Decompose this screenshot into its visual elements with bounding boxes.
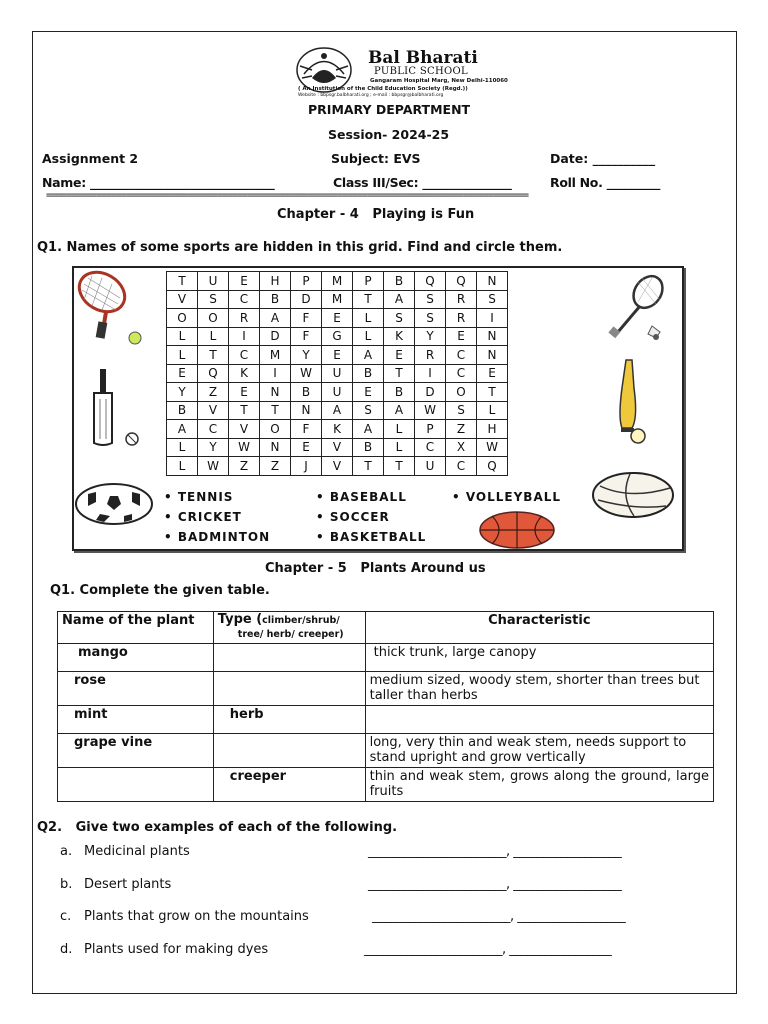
grid-cell[interactable]: Z	[446, 420, 477, 439]
sport-basketball: • BASKETBALL	[316, 530, 427, 544]
grid-cell[interactable]: J	[291, 457, 322, 476]
grid-cell[interactable]: E	[229, 272, 260, 291]
grid-row	[167, 383, 508, 402]
grid-cell[interactable]: O	[167, 309, 198, 328]
grid-cell[interactable]: O	[446, 383, 477, 402]
grid-cell[interactable]: E	[167, 364, 198, 383]
grid-cell[interactable]: U	[322, 383, 353, 402]
grid-cell[interactable]: T	[384, 364, 415, 383]
grid-cell[interactable]: U	[322, 364, 353, 383]
grid-row	[167, 309, 508, 328]
grid-cell[interactable]: L	[353, 309, 384, 328]
plants-table-header	[58, 612, 714, 644]
q2-item-a-answer[interactable]: _______________________, __________________	[368, 844, 622, 859]
plant-name-cell[interactable]	[58, 768, 214, 802]
grid-cell[interactable]: N	[477, 346, 508, 365]
grid-cell[interactable]: S	[384, 309, 415, 328]
school-address: Gangaram Hospital Marg, New Delhi-110060	[370, 78, 508, 84]
grid-cell[interactable]: M	[322, 272, 353, 291]
word-search-grid	[166, 271, 508, 476]
grid-cell[interactable]: Y	[167, 383, 198, 402]
grid-cell[interactable]: W	[198, 457, 229, 476]
plant-type-cell[interactable]	[213, 734, 365, 768]
grid-cell[interactable]: T	[260, 401, 291, 420]
grid-cell[interactable]: A	[353, 420, 384, 439]
grid-cell[interactable]: P	[291, 272, 322, 291]
grid-cell[interactable]: W	[415, 401, 446, 420]
grid-cell[interactable]: S	[353, 401, 384, 420]
grid-cell[interactable]: N	[260, 383, 291, 402]
grid-cell[interactable]: Y	[198, 438, 229, 457]
grid-cell[interactable]: L	[384, 420, 415, 439]
grid-cell[interactable]: A	[384, 401, 415, 420]
grid-cell[interactable]: H	[260, 272, 291, 291]
grid-cell[interactable]: Q	[198, 364, 229, 383]
grid-cell[interactable]: I	[415, 364, 446, 383]
grid-cell[interactable]: R	[415, 346, 446, 365]
grid-cell[interactable]: C	[446, 364, 477, 383]
q2-item-b-answer[interactable]: _______________________, __________________	[368, 877, 622, 892]
grid-cell[interactable]: S	[415, 309, 446, 328]
grid-cell[interactable]: S	[415, 290, 446, 309]
grid-cell[interactable]: X	[446, 438, 477, 457]
header-type	[213, 612, 365, 644]
grid-row	[167, 364, 508, 383]
grid-cell[interactable]: Z	[198, 383, 229, 402]
grid-cell[interactable]: L	[167, 457, 198, 476]
grid-cell[interactable]: D	[291, 290, 322, 309]
plant-type-cell: herb	[213, 706, 365, 734]
grid-cell[interactable]: Q	[415, 272, 446, 291]
grid-cell[interactable]: O	[260, 420, 291, 439]
header-characteristic: Characteristic	[365, 612, 713, 644]
plant-characteristic-cell: medium sized, woody stem, shorter than trees but taller than herbs	[365, 672, 713, 706]
grid-row	[167, 438, 508, 457]
grid-cell[interactable]: Q	[477, 457, 508, 476]
grid-cell[interactable]: T	[353, 457, 384, 476]
grid-cell[interactable]: Z	[260, 457, 291, 476]
q2-item-c-text: Plants that grow on the mountains	[84, 909, 309, 924]
grid-cell[interactable]: W	[291, 364, 322, 383]
grid-cell[interactable]: T	[229, 401, 260, 420]
grid-cell[interactable]: V	[198, 401, 229, 420]
plant-type-cell: creeper	[213, 768, 365, 802]
grid-cell[interactable]: E	[322, 346, 353, 365]
grid-cell[interactable]: S	[198, 290, 229, 309]
grid-cell[interactable]: U	[415, 457, 446, 476]
grid-cell[interactable]: V	[229, 420, 260, 439]
grid-cell[interactable]: F	[291, 309, 322, 328]
school-website: Website : bbpsgr.balbharati.org ; e-mail : bbpsgr@balbharati.org	[298, 93, 444, 98]
grid-cell[interactable]: L	[198, 327, 229, 346]
grid-cell[interactable]: A	[353, 346, 384, 365]
sport-volleyball: • VOLLEYBALL	[452, 490, 562, 504]
grid-cell[interactable]: E	[353, 383, 384, 402]
basketball-icon	[478, 510, 556, 550]
plants-table	[57, 611, 714, 802]
grid-cell[interactable]: L	[167, 327, 198, 346]
tennis-racket-icon	[72, 270, 152, 350]
plant-name-cell: grape vine	[58, 734, 214, 768]
grid-cell[interactable]: U	[198, 272, 229, 291]
grid-cell[interactable]: K	[229, 364, 260, 383]
separator-line: ================================================================================================	[46, 190, 528, 201]
school-subtitle: PUBLIC SCHOOL	[374, 66, 468, 77]
q2-item-c-answer[interactable]: _______________________, __________________	[372, 909, 626, 924]
session-label: Session- 2024-25	[328, 127, 450, 142]
plant-characteristic-cell[interactable]	[365, 706, 713, 734]
badminton-racket-icon	[604, 272, 674, 344]
chapter4-title: Chapter - 4 Playing is Fun	[277, 207, 475, 222]
grid-row	[167, 327, 508, 346]
grid-cell[interactable]: K	[322, 420, 353, 439]
grid-cell[interactable]: R	[446, 290, 477, 309]
sport-soccer: • SOCCER	[316, 510, 390, 524]
grid-cell[interactable]: I	[477, 309, 508, 328]
table-row	[58, 644, 714, 672]
grid-cell[interactable]: C	[446, 346, 477, 365]
volleyball-icon	[590, 470, 676, 520]
grid-cell[interactable]: G	[322, 327, 353, 346]
grid-cell[interactable]: H	[477, 420, 508, 439]
q2-item-a-text: Medicinal plants	[84, 844, 190, 859]
sport-baseball: • BASEBALL	[316, 490, 407, 504]
grid-cell[interactable]: S	[477, 290, 508, 309]
school-institution: ( An Institution of the Child Education Society (Regd.))	[298, 86, 468, 92]
grid-cell[interactable]: A	[322, 401, 353, 420]
header-type-label: Type (	[217, 612, 263, 627]
grid-cell[interactable]: T	[477, 383, 508, 402]
grid-row	[167, 272, 508, 291]
q2-item-c-label: c.	[60, 909, 72, 924]
date-field[interactable]: Date: __________	[550, 151, 656, 166]
grid-cell[interactable]: A	[260, 309, 291, 328]
grid-cell[interactable]: I	[260, 364, 291, 383]
grid-cell[interactable]: L	[167, 346, 198, 365]
plant-characteristic-cell: thin and weak stem, grows along the ground, large fruits	[365, 768, 713, 802]
baseball-bat-icon	[608, 358, 660, 446]
grid-cell[interactable]: E	[477, 364, 508, 383]
grid-cell[interactable]: N	[260, 438, 291, 457]
table-row	[58, 672, 714, 706]
plant-characteristic-cell: long, very thin and weak stem, needs support to stand upright and grow vertically	[365, 734, 713, 768]
grid-cell[interactable]: W	[477, 438, 508, 457]
q2-item-a-label: a.	[60, 844, 73, 859]
q2-item-d-text: Plants used for making dyes	[84, 942, 269, 957]
grid-cell[interactable]: F	[291, 327, 322, 346]
grid-cell[interactable]: C	[229, 290, 260, 309]
grid-cell[interactable]: T	[167, 272, 198, 291]
grid-cell[interactable]: P	[353, 272, 384, 291]
grid-cell[interactable]: D	[415, 383, 446, 402]
grid-cell[interactable]: B	[291, 383, 322, 402]
grid-row	[167, 401, 508, 420]
chapter5-q1: Q1. Complete the given table.	[50, 583, 270, 598]
grid-cell[interactable]: B	[167, 401, 198, 420]
header-type-options: climber/shrub/	[262, 615, 340, 626]
chapter5-q2: Q2. Give two examples of each of the following.	[37, 820, 398, 835]
assignment-label: Assignment 2	[42, 151, 139, 166]
grid-row	[167, 346, 508, 365]
grid-cell[interactable]: R	[229, 309, 260, 328]
chapter5-title: Chapter - 5 Plants Around us	[265, 561, 486, 576]
school-name: Bal Bharati	[368, 48, 478, 68]
grid-cell[interactable]: E	[384, 346, 415, 365]
grid-cell[interactable]: L	[167, 438, 198, 457]
grid-cell[interactable]: M	[322, 290, 353, 309]
name-field[interactable]: Name: _______________________________	[42, 175, 275, 190]
grid-cell[interactable]: B	[384, 272, 415, 291]
grid-cell[interactable]: N	[477, 272, 508, 291]
grid-cell[interactable]: Z	[229, 457, 260, 476]
grid-cell[interactable]: A	[384, 290, 415, 309]
table-row	[58, 768, 714, 802]
grid-cell[interactable]: Q	[446, 272, 477, 291]
grid-cell[interactable]: N	[291, 401, 322, 420]
grid-cell[interactable]: E	[322, 309, 353, 328]
grid-cell[interactable]: B	[353, 364, 384, 383]
grid-cell[interactable]: E	[291, 438, 322, 457]
cricket-bat-icon	[88, 367, 148, 447]
grid-cell[interactable]: B	[353, 438, 384, 457]
grid-cell[interactable]: T	[198, 346, 229, 365]
grid-cell[interactable]: V	[322, 457, 353, 476]
grid-cell[interactable]: O	[198, 309, 229, 328]
chapter4-q1: Q1. Names of some sports are hidden in this grid. Find and circle them.	[37, 240, 563, 255]
grid-cell[interactable]: N	[477, 327, 508, 346]
grid-row	[167, 290, 508, 309]
plant-name-cell: rose	[58, 672, 214, 706]
sport-cricket: • CRICKET	[164, 510, 242, 524]
q2-item-d-answer[interactable]: _______________________, _________________	[364, 942, 612, 957]
grid-cell[interactable]: I	[229, 327, 260, 346]
plant-name-cell: mint	[58, 706, 214, 734]
q2-item-d-label: d.	[60, 942, 73, 957]
plant-name-cell: mango	[58, 644, 214, 672]
grid-cell[interactable]: B	[260, 290, 291, 309]
grid-cell[interactable]: K	[384, 327, 415, 346]
table-row	[58, 706, 714, 734]
grid-cell[interactable]: A	[167, 420, 198, 439]
grid-cell[interactable]: F	[291, 420, 322, 439]
department-title: PRIMARY DEPARTMENT	[308, 102, 471, 117]
header-type-options-2: tree/ herb/ creeper)	[237, 629, 344, 640]
grid-cell[interactable]: L	[477, 401, 508, 420]
plant-characteristic-cell: thick trunk, large canopy	[365, 644, 713, 672]
grid-cell[interactable]: E	[446, 327, 477, 346]
grid-cell[interactable]: T	[353, 290, 384, 309]
plant-type-cell[interactable]	[213, 644, 365, 672]
grid-cell[interactable]: E	[229, 383, 260, 402]
plant-type-cell[interactable]	[213, 672, 365, 706]
grid-row	[167, 420, 508, 439]
grid-cell[interactable]: T	[384, 457, 415, 476]
grid-cell[interactable]: W	[229, 438, 260, 457]
grid-cell[interactable]: B	[384, 383, 415, 402]
grid-cell[interactable]: C	[446, 457, 477, 476]
sport-tennis: • TENNIS	[164, 490, 234, 504]
q2-item-b-text: Desert plants	[84, 877, 172, 892]
grid-cell[interactable]: Y	[415, 327, 446, 346]
roll-no-field[interactable]: Roll No. _________	[550, 175, 661, 190]
grid-row	[167, 457, 508, 476]
grid-cell[interactable]: C	[415, 438, 446, 457]
grid-cell[interactable]: V	[167, 290, 198, 309]
grid-cell[interactable]: Y	[291, 346, 322, 365]
grid-cell[interactable]: C	[198, 420, 229, 439]
grid-cell[interactable]: C	[229, 346, 260, 365]
sport-badminton: • BADMINTON	[164, 530, 271, 544]
grid-cell[interactable]: L	[353, 327, 384, 346]
table-row	[58, 734, 714, 768]
grid-cell[interactable]: L	[384, 438, 415, 457]
grid-cell[interactable]: R	[446, 309, 477, 328]
class-sec-field[interactable]: Class III/Sec: _______________	[333, 175, 512, 190]
grid-cell[interactable]: M	[260, 346, 291, 365]
grid-cell[interactable]: S	[446, 401, 477, 420]
header-name-of-plant: Name of the plant	[58, 612, 214, 644]
soccer-ball-icon	[74, 482, 154, 526]
subject-label: Subject: EVS	[331, 151, 421, 166]
grid-cell[interactable]: P	[415, 420, 446, 439]
grid-cell[interactable]: D	[260, 327, 291, 346]
q2-item-b-label: b.	[60, 877, 73, 892]
grid-cell[interactable]: V	[322, 438, 353, 457]
